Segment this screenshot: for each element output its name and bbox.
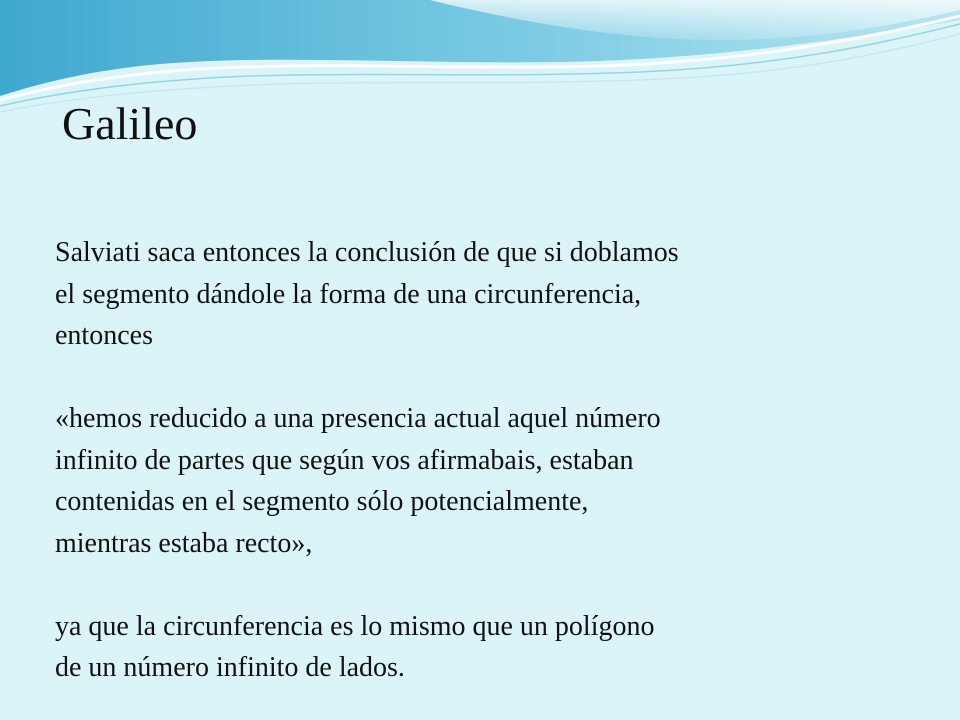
text-line: Salviati saca entonces la conclusión de que si doblamos bbox=[55, 237, 679, 268]
text-line: contenidas en el segmento sólo potencialmente, bbox=[55, 486, 589, 517]
text-line: entonces bbox=[55, 320, 153, 351]
text-line: infinito de partes que según vos afirmabais, estaban bbox=[55, 444, 634, 476]
text-line: «hemos reducido a una presencia actual aquel número bbox=[55, 403, 661, 434]
paragraph-conclusion bbox=[55, 232, 895, 357]
paragraph-gap bbox=[55, 357, 895, 399]
paragraph-quote bbox=[55, 398, 895, 564]
slide-title: Galileo bbox=[62, 98, 198, 149]
text-line: ya que la circunferencia es lo mismo que un polígono bbox=[55, 610, 655, 642]
text-line: de un número infinito de lados. bbox=[55, 652, 405, 683]
paragraph-polygon bbox=[55, 606, 895, 689]
text-line: el segmento dándole la forma de una circunferencia, bbox=[55, 278, 642, 310]
text-line: mientras estaba recto», bbox=[55, 527, 313, 559]
paragraph-gap bbox=[55, 564, 895, 606]
slide-body bbox=[55, 232, 895, 689]
